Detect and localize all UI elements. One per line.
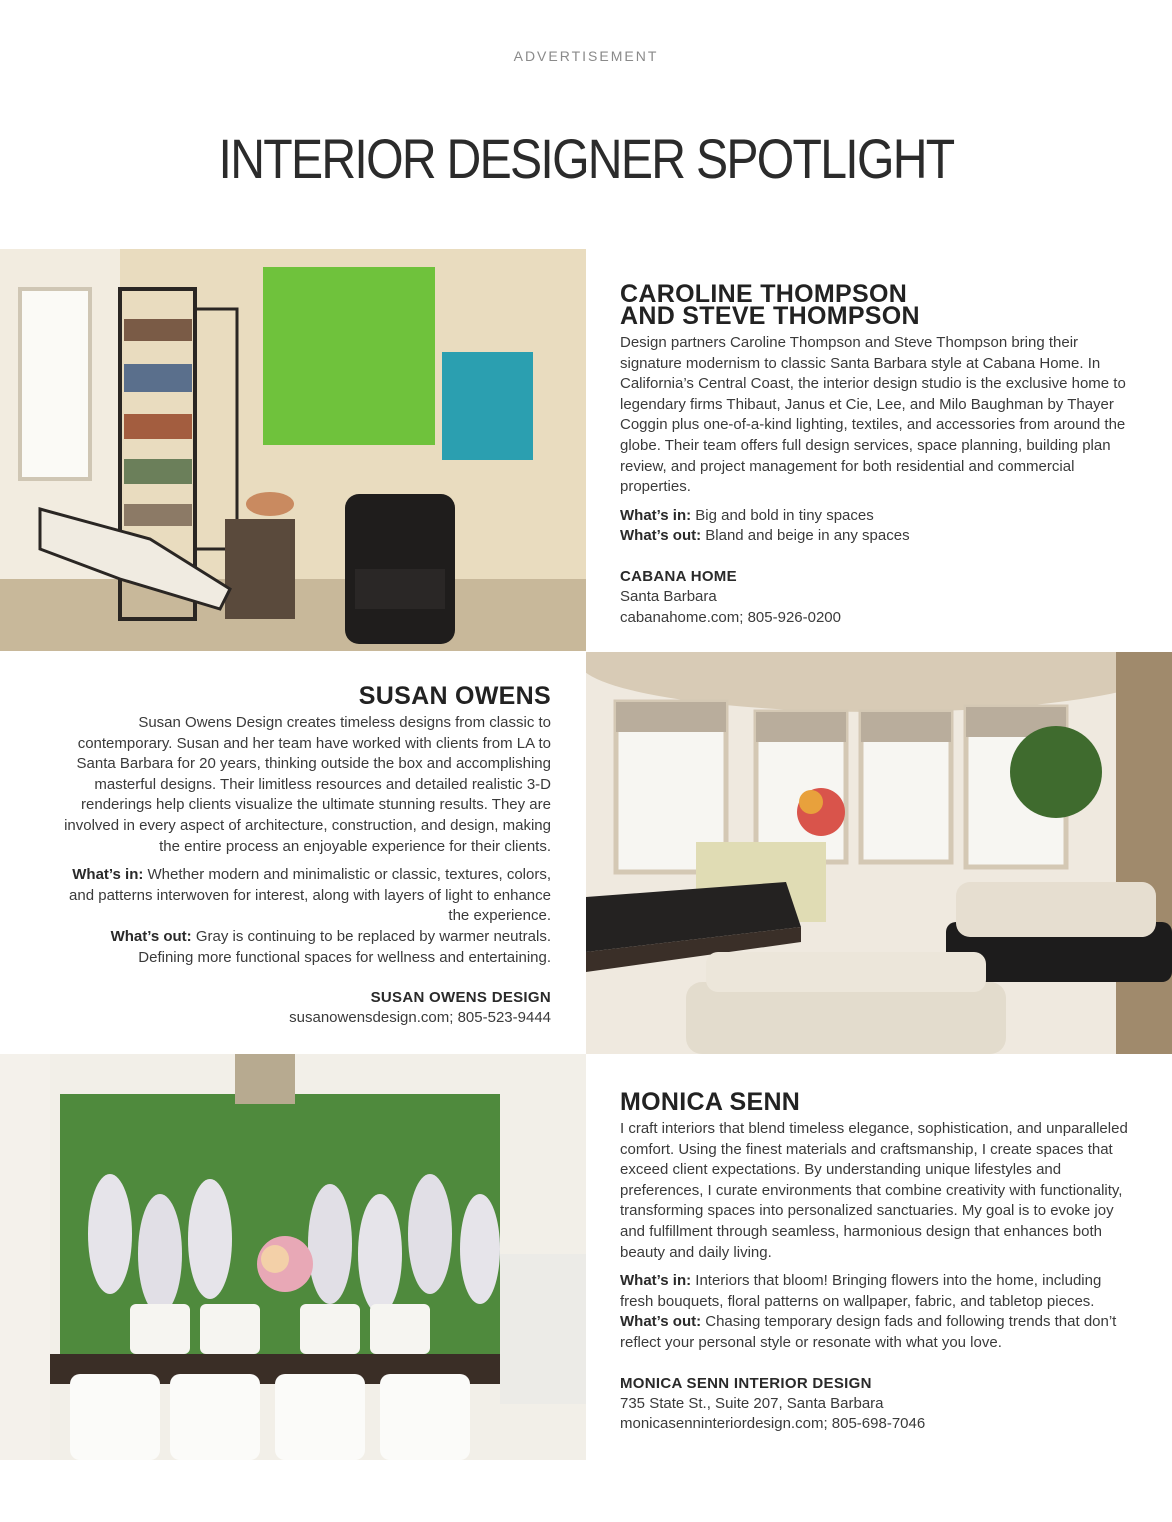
firm-contact[interactable]: monicasenninteriordesign.com; 805-698-7046 (620, 1415, 926, 1433)
whats-in: What’s in: Big and bold in tiny spaces (620, 506, 874, 524)
whats-out: What’s out: Bland and beige in any spaces (620, 527, 910, 545)
firm-contact[interactable]: susanowensdesign.com; 805-523-9444 (289, 1009, 551, 1027)
designer-name: MONICA SENN (620, 1088, 801, 1116)
designer-name-line-2: AND STEVE THOMPSON (620, 302, 920, 330)
whats-out: What’s out: Chasing temporary design fads and following trends that don’t reflect your personal style or resonate with what you love. (620, 1313, 1117, 1351)
whats-in: What’s in: Interiors that bloom! Bringing flowers into the home, including fresh bouquets, floral patterns on wallpaper, fabric, and tabletop pieces. (620, 1272, 1102, 1310)
firm-name: MONICA SENN INTERIOR DESIGN (620, 1374, 872, 1392)
designer-section-owens (52, 682, 551, 1029)
designer-bio: Design partners Caroline Thompson and Steve Thompson bring their signature modernism to classic Santa Barbara style at Cabana Home. In California’s Central Coast, the interior design studio is the exclusive home to legendary firms Thibaut, Janus et Cie, Lee, and Milo Baughman by Thayer Coggin plus one-of-a-kind lighting, textiles, and accessories from around the globe. Their team offers full design services, space planning, building plan review, and project management for both residential and commercial properties. (620, 334, 1126, 496)
designer-bio: I craft interiors that blend timeless elegance, sophistication, and unparalleled comfort. Using the finest materials and craftsmanship, I create spaces that exceed client expectations. By understanding unique lifestyles and preferences, I curate environments that combine creativity with functionality, transforming spaces into personalized sanctuaries. My goal is to evoke joy and fulfillment through seamless, harmonious design that enhances both beauty and daily living. (620, 1120, 1128, 1261)
designer-name: SUSAN OWENS (358, 682, 551, 710)
firm-name: CABANA HOME (620, 567, 737, 585)
firm-location: Santa Barbara (620, 587, 717, 605)
designer-section-thompson (620, 280, 1130, 628)
designer-name (620, 280, 1130, 330)
game-room-photo (586, 652, 1172, 1054)
designer-name-line-1: CAROLINE THOMPSON (620, 280, 908, 308)
whats-out: What’s out: Gray is continuing to be replaced by warmer neutrals. Defining more functional spaces for wellness and entertaining. (110, 927, 551, 966)
advertisement-label: ADVERTISEMENT (513, 48, 659, 64)
dining-room-photo (0, 1054, 586, 1460)
designer-section-senn (620, 1088, 1130, 1435)
firm-location: 735 State St., Suite 207, Santa Barbara (620, 1394, 884, 1412)
page-title: INTERIOR DESIGNER SPOTLIGHT (218, 127, 954, 190)
firm-name: SUSAN OWENS DESIGN (370, 989, 551, 1007)
living-room-photo (0, 249, 586, 651)
whats-in: What’s in: Whether modern and minimalistic or classic, textures, colors, and patterns interwoven for interest, along with layers of light to enhance the experience. (69, 866, 551, 925)
designer-bio: Susan Owens Design creates timeless designs from classic to contemporary. Susan and her team have worked with clients from LA to Santa Barbara for 20 years, thinking outside the box and accomplishing masterful designs. Their limitless resources and detailed realistic 3-D renderings help clients visualize the ultimate stunning results. They are involved in every aspect of architecture, construction, and design, making the entire process an enjoyable experience for their clients. (64, 714, 551, 855)
firm-contact[interactable]: cabanahome.com; 805-926-0200 (620, 608, 841, 626)
